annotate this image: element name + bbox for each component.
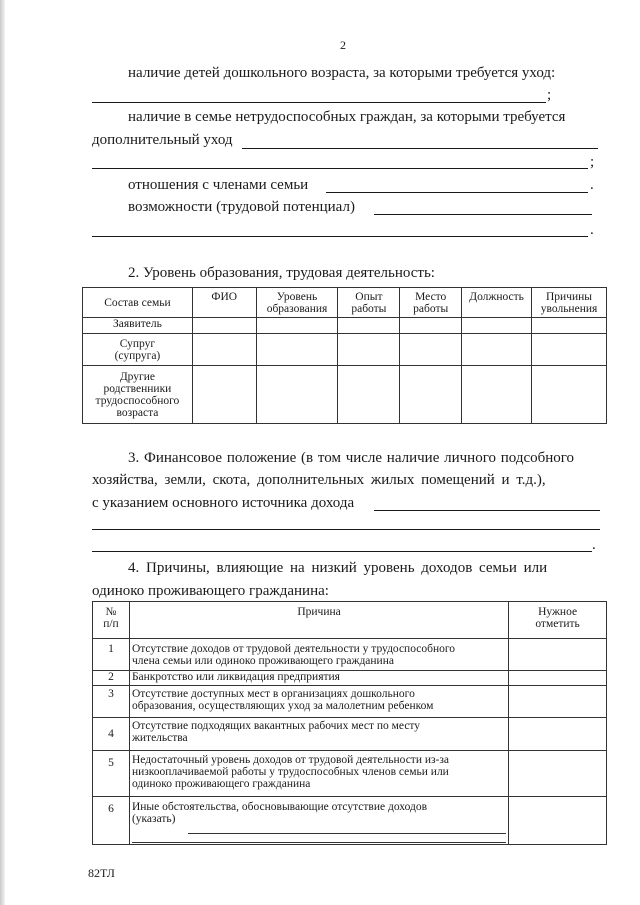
table-row	[93, 718, 607, 751]
header-num: № п/п	[93, 602, 130, 639]
low-income-reasons-table	[92, 601, 607, 845]
table-cell[interactable]	[400, 334, 462, 366]
low-income-text-2: одиноко проживающего гражданина:	[92, 583, 329, 599]
education-table	[82, 287, 607, 424]
income-source-field-2[interactable]	[92, 529, 600, 530]
income-source-field-3[interactable]	[92, 551, 592, 552]
table-row	[93, 751, 607, 797]
labor-potential-field-1[interactable]	[374, 214, 592, 215]
mark-cell[interactable]	[509, 718, 607, 751]
mark-cell[interactable]	[509, 671, 607, 686]
table-row	[83, 366, 607, 424]
table-row	[93, 671, 607, 686]
table-cell[interactable]	[192, 318, 256, 334]
low-income-text-1: 4. Причины, влияющие на низкий уровень доходов семьи или	[128, 560, 548, 576]
header-family: Состав семьи	[83, 288, 193, 318]
header-mark: Нужное отметить	[509, 602, 607, 639]
table-cell[interactable]	[338, 366, 400, 424]
reason-text: Недостаточный уровень доходов от трудовой деятельности из-за низкооплачиваемой работы у трудоспособных членов семьи или одиноко проживающего гражданина	[129, 751, 508, 797]
table-cell[interactable]	[256, 318, 338, 334]
row-number: 5	[93, 751, 130, 797]
page-number: 2	[340, 38, 346, 52]
table-cell[interactable]	[338, 318, 400, 334]
table-row	[83, 318, 607, 334]
table-cell[interactable]	[532, 366, 607, 424]
scan-edge	[0, 0, 5, 905]
disabled-family-text-2: дополнительный уход	[92, 132, 233, 148]
financial-text-3: с указанием основного источника дохода	[92, 495, 355, 511]
row-number: 2	[93, 671, 130, 686]
labor-potential-field-2[interactable]	[92, 236, 588, 237]
row-label-relatives: Другие родственники трудоспособного возраста	[83, 366, 193, 424]
relations-field[interactable]	[326, 192, 588, 193]
header-reasons: Причины увольнения	[532, 288, 607, 318]
income-source-field-1[interactable]	[374, 510, 600, 511]
disabled-family-text-1: наличие в семье нетрудоспособных граждан, за которыми требуется	[128, 109, 566, 125]
mark-cell[interactable]	[509, 639, 607, 671]
row-number: 3	[93, 686, 130, 718]
header-reason: Причина	[129, 602, 508, 639]
table-row	[93, 639, 607, 671]
mark-cell[interactable]	[509, 797, 607, 845]
education-heading: 2. Уровень образования, трудовая деятельность:	[128, 265, 435, 281]
financial-text-2: хозяйства, земли, скота, дополнительных жилых помещений и т.д.),	[92, 472, 546, 488]
table-cell[interactable]	[462, 318, 532, 334]
period: .	[590, 177, 594, 193]
header-workplace: Место работы	[400, 288, 462, 318]
labor-potential-text: возможности (трудовой потенциал)	[128, 199, 355, 215]
preschool-children-field[interactable]	[92, 102, 546, 103]
period: .	[592, 537, 596, 553]
table-cell[interactable]	[256, 334, 338, 366]
row-label-spouse: Супруг (супруга)	[83, 334, 193, 366]
reasons-header-row	[93, 602, 607, 639]
table-cell[interactable]	[462, 366, 532, 424]
reason-text: Отсутствие подходящих вакантных рабочих мест по месту жительства	[129, 718, 508, 751]
mark-cell[interactable]	[509, 751, 607, 797]
period: .	[590, 222, 594, 238]
header-experience: Опыт работы	[338, 288, 400, 318]
disabled-family-field-2[interactable]	[92, 168, 588, 169]
semicolon: ;	[590, 154, 595, 170]
table-cell[interactable]	[532, 334, 607, 366]
table-cell[interactable]	[192, 334, 256, 366]
table-cell[interactable]	[338, 334, 400, 366]
row-number: 6	[93, 797, 130, 845]
header-education: Уровень образования	[256, 288, 338, 318]
reason-text: Отсутствие доступных мест в организациях дошкольного образования, осуществляющих уход за малолетним ребенком	[129, 686, 508, 718]
table-cell[interactable]	[462, 334, 532, 366]
footer-code: 82ТЛ	[88, 866, 115, 880]
table-cell[interactable]	[532, 318, 607, 334]
reason-text: Иные обстоятельства, обосновывающие отсутствие доходов (указать)	[129, 797, 508, 845]
other-reason-field-2[interactable]	[132, 834, 506, 843]
financial-text-1: 3. Финансовое положение (в том числе наличие личного подсобного	[128, 450, 575, 466]
table-cell[interactable]	[400, 318, 462, 334]
row-label-applicant: Заявитель	[83, 318, 193, 334]
reason-text: Отсутствие доходов от трудовой деятельности у трудоспособного члена семьи или одиноко проживающего гражданина	[129, 639, 508, 671]
table-cell[interactable]	[400, 366, 462, 424]
mark-cell[interactable]	[509, 686, 607, 718]
other-reason-field-1[interactable]	[188, 823, 506, 834]
reason-text: Банкротство или ликвидация предприятия	[129, 671, 508, 686]
education-header-row	[83, 288, 607, 318]
header-fio: ФИО	[192, 288, 256, 318]
table-cell[interactable]	[192, 366, 256, 424]
semicolon: ;	[547, 87, 552, 103]
row-number: 4	[93, 718, 130, 751]
relations-text: отношения с членами семьи	[128, 177, 309, 193]
table-row	[93, 797, 607, 845]
table-cell[interactable]	[256, 366, 338, 424]
header-position: Должность	[462, 288, 532, 318]
preschool-children-text: наличие детей дошкольного возраста, за которыми требуется уход:	[128, 65, 556, 81]
table-row	[93, 686, 607, 718]
disabled-family-field-1[interactable]	[242, 148, 598, 149]
table-row	[83, 334, 607, 366]
row-number: 1	[93, 639, 130, 671]
